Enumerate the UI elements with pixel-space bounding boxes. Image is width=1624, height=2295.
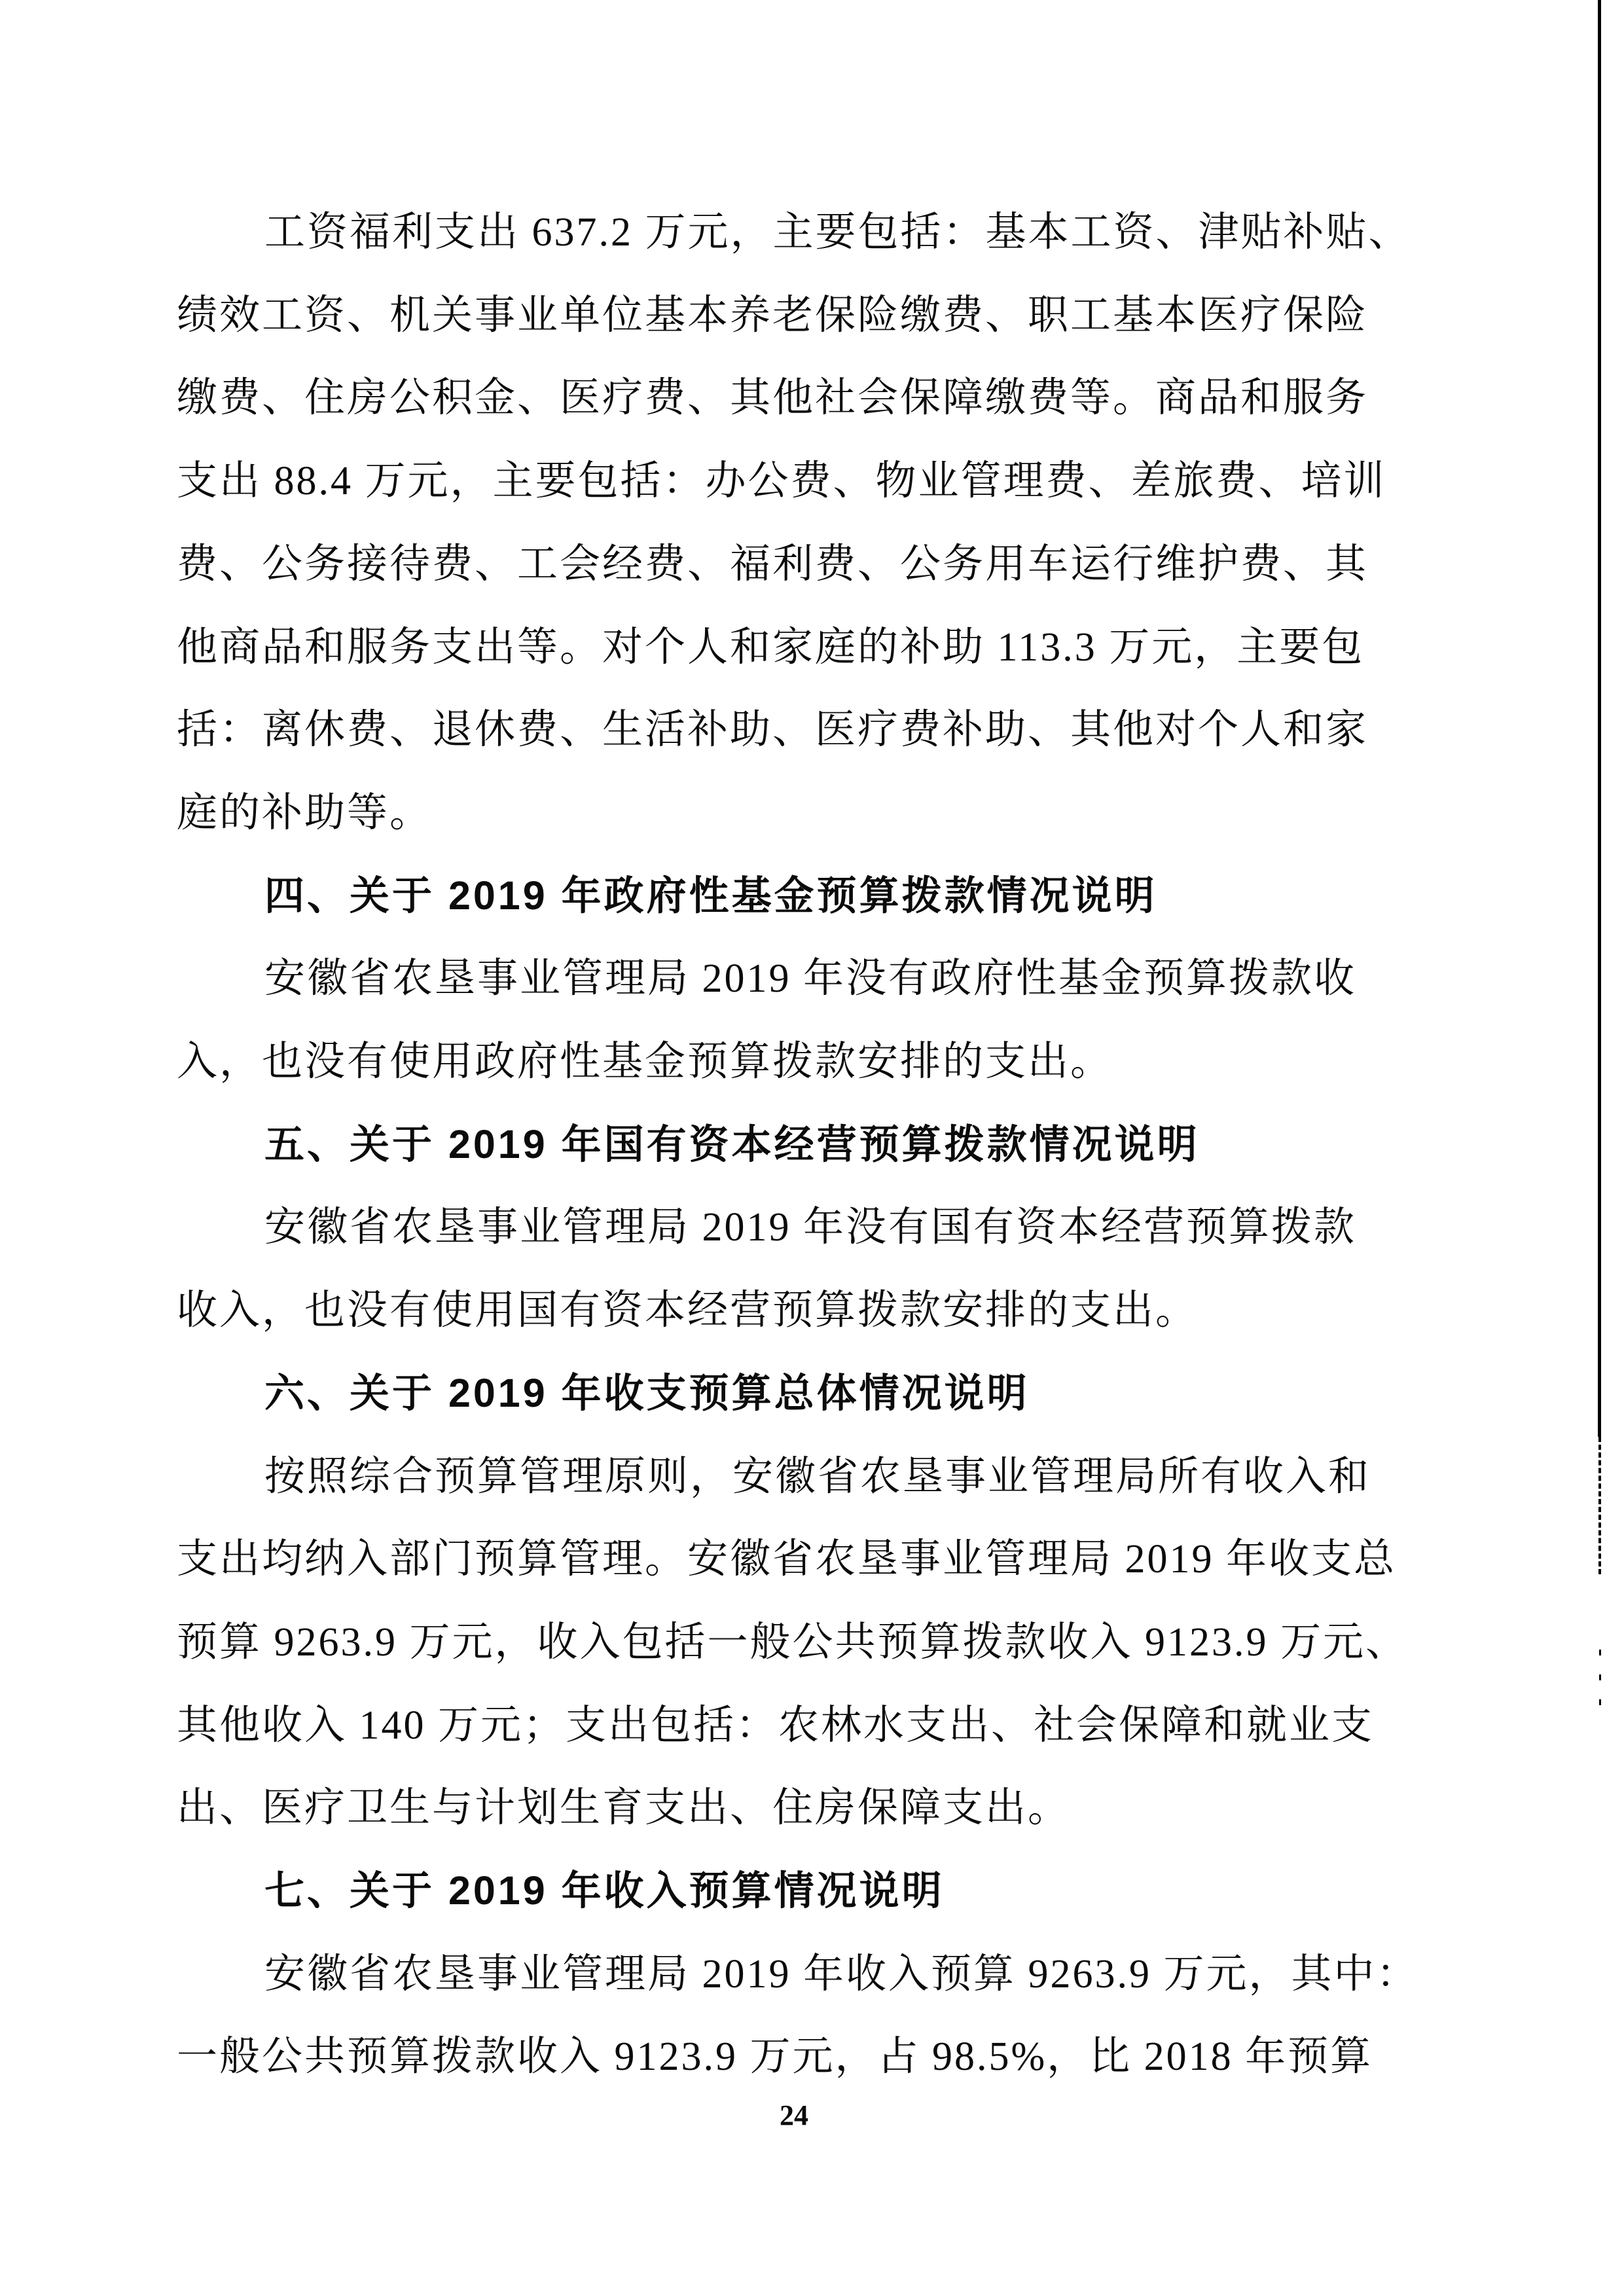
scan-artifact-line	[1598, 0, 1601, 1437]
text-line: 庭的补助等。	[177, 791, 433, 835]
section-heading: 六、关于 2019 年收支预算总体情况说明	[264, 1371, 1030, 1415]
scan-artifact-line-dashed	[1598, 1437, 1601, 1574]
section-heading: 四、关于 2019 年政府性基金预算拨款情况说明	[264, 873, 1157, 918]
text-line: 括：离休费、退休费、生活补助、医疗费补助、其他对个人和家	[177, 708, 1369, 752]
text-line: 一般公共预算拨款收入 9123.9 万元，占 98.5%，比 2018 年预算	[177, 2034, 1373, 2079]
text-line: 预算 9263.9 万元，收入包括一般公共预算拨款收入 9123.9 万元、	[177, 1620, 1409, 1665]
text-line: 缴费、住房公积金、医疗费、其他社会保障缴费等。商品和服务	[177, 376, 1369, 420]
text-line: 支出均纳入部门预算管理。安徽省农垦事业管理局 2019 年收支总	[177, 1537, 1397, 1581]
text-line: 费、公务接待费、工会经费、福利费、公务用车运行维护费、其	[177, 542, 1369, 587]
text-line: 绩效工资、机关事业单位基本养老保险缴费、职工基本医疗保险	[177, 293, 1369, 338]
text-line: 工资福利支出 637.2 万元，主要包括：基本工资、津贴补贴、	[264, 210, 1411, 255]
section-heading: 五、关于 2019 年国有资本经营预算拨款情况说明	[264, 1122, 1200, 1166]
section-heading: 七、关于 2019 年收入预算情况说明	[264, 1868, 945, 1913]
text-line: 安徽省农垦事业管理局 2019 年收入预算 9263.9 万元，其中：	[264, 1952, 1419, 1997]
text-line: 入，也没有使用政府性基金预算拨款安排的支出。	[177, 1039, 1113, 1084]
text-line: 支出 88.4 万元，主要包括：办公费、物业管理费、差旅费、培训	[177, 459, 1386, 503]
text-line: 安徽省农垦事业管理局 2019 年没有政府性基金预算拨款收	[264, 956, 1357, 1001]
text-line: 他商品和服务支出等。对个人和家庭的补助 113.3 万元，主要包	[177, 625, 1365, 670]
scan-artifact-dot	[1599, 1699, 1601, 1705]
page-number: 24	[780, 2099, 808, 2131]
scan-artifact-dot	[1599, 1650, 1601, 1655]
text-line: 安徽省农垦事业管理局 2019 年没有国有资本经营预算拨款	[264, 1205, 1357, 1250]
text-line: 按照综合预算管理原则，安徽省农垦事业管理局所有收入和	[264, 1455, 1371, 1499]
text-line: 出、医疗卫生与计划生育支出、住房保障支出。	[177, 1786, 1071, 1830]
text-line: 收入，也没有使用国有资本经营预算拨款安排的支出。	[177, 1288, 1199, 1333]
scan-artifact-dot	[1599, 1674, 1601, 1680]
text-line: 其他收入 140 万元；支出包括：农林水支出、社会保障和就业支	[177, 1703, 1375, 1748]
